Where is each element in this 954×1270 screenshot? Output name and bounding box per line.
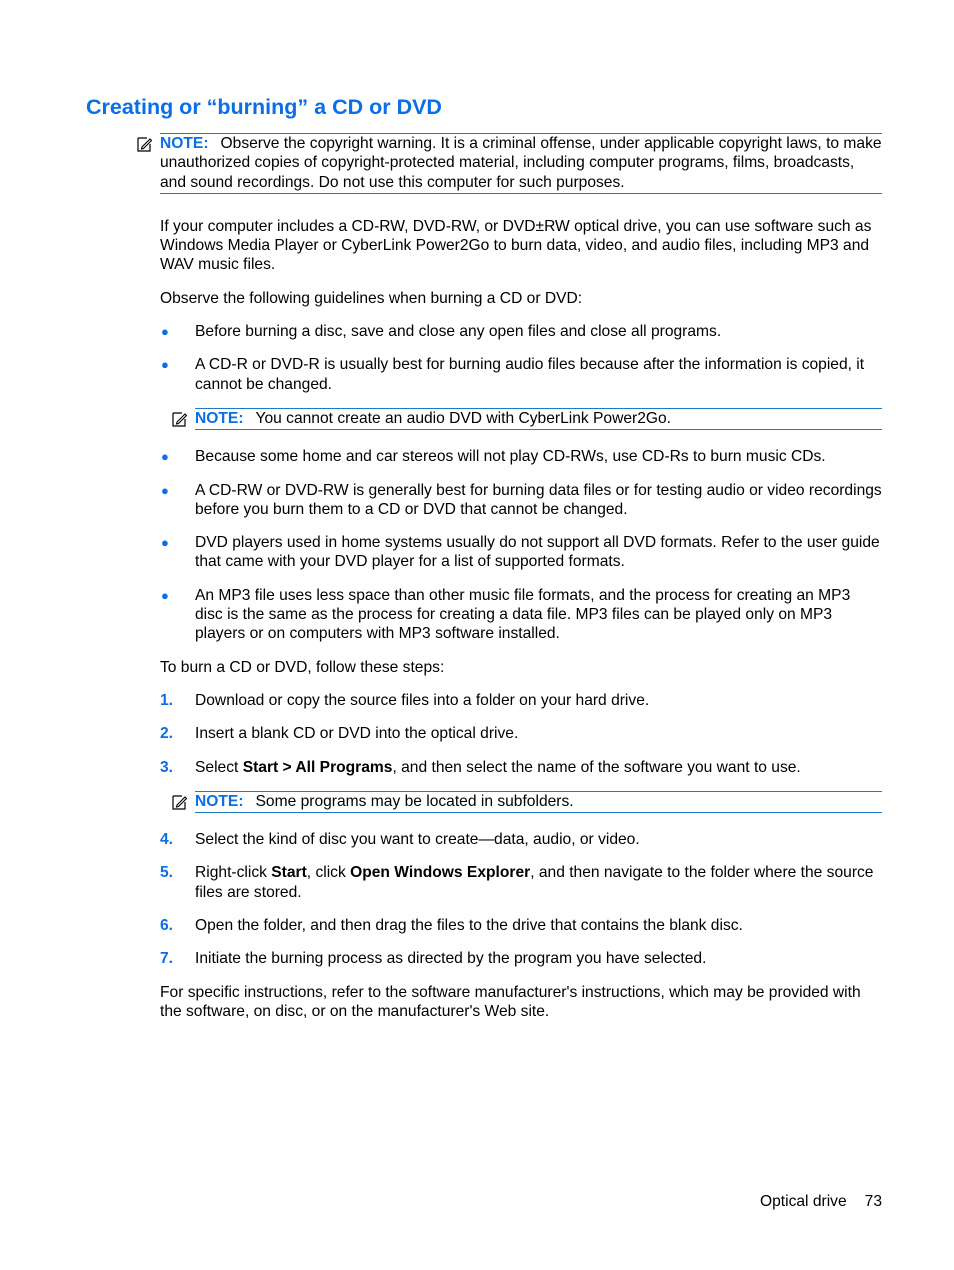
page-title: Creating or “burning” a CD or DVD: [86, 95, 442, 119]
guidelines-intro: Observe the following guidelines when burning a CD or DVD:: [160, 289, 583, 307]
step-text: Insert a blank CD or DVD into the optical drive.: [195, 725, 519, 743]
steps-intro: To burn a CD or DVD, follow these steps:: [160, 658, 445, 676]
list-item: [160, 322, 882, 341]
page-number: 73: [864, 1193, 882, 1210]
bullet-dot: ●: [161, 535, 169, 551]
step-number: 1.: [160, 691, 174, 709]
power2go-note: [195, 408, 882, 430]
step-number: 5.: [160, 864, 174, 882]
closing-paragraph: For specific instructions, refer to the software manufacturer's instructions, which may be provided with the software, on disc, or on the manufacturer's Web site.: [160, 983, 861, 1020]
step-text: Initiate the burning process as directed by the program you have selected.: [195, 950, 707, 968]
guidelines-list: [160, 322, 882, 644]
note-label: NOTE:: [160, 135, 209, 152]
step-text: Download or copy the source files into a folder on your hard drive.: [195, 691, 650, 709]
step-text-post: , and then select the name of the software you want to use.: [392, 758, 801, 776]
list-item: [160, 533, 882, 572]
list-item: [160, 447, 882, 466]
step-item: [160, 724, 882, 743]
step-text-pre: Select: [195, 758, 243, 776]
step-number: 3.: [160, 758, 174, 776]
bullet-dot: ●: [161, 357, 169, 373]
note-pencil-icon: [136, 136, 153, 153]
copyright-note: [160, 133, 882, 194]
step-item: [160, 691, 882, 710]
bullet-dot: ●: [161, 482, 169, 498]
bullet-dot: ●: [161, 449, 169, 465]
note-text: Some programs may be located in subfolders.: [255, 792, 574, 810]
step-text-bold: Start: [271, 864, 307, 882]
step-number: 2.: [160, 725, 174, 743]
footer-section: Optical drive: [759, 1193, 847, 1210]
step-number: 4.: [160, 831, 174, 849]
bullet-dot: ●: [161, 587, 169, 603]
step-text-mid: , click: [306, 864, 351, 882]
step-text-bold: Open Windows Explorer: [350, 864, 531, 882]
note-label: NOTE:: [195, 792, 244, 810]
list-item-text: A CD-RW or DVD-RW is generally best for burning data files or for testing audio or video recordings before you burn them to a CD or DVD that cannot be changed.: [195, 481, 882, 518]
step-number: 7.: [160, 950, 174, 968]
note-pencil-icon: [171, 794, 188, 811]
step-text: Open the folder, and then drag the files to the drive that contains the blank disc.: [195, 917, 743, 935]
list-item-text: An MP3 file uses less space than other music file formats, and the process for creating an MP3 disc is the same as the process for creating a data file. MP3 files can be played only on MP3 players or on computers with MP3 software installed.: [195, 586, 851, 643]
list-item-text: Before burning a disc, save and close any open files and close all programs.: [195, 323, 722, 341]
step-text-pre: Right-click: [195, 864, 272, 882]
list-item: [160, 355, 882, 394]
note-label: NOTE:: [195, 409, 244, 427]
step-item: [160, 916, 882, 935]
list-item-text: DVD players used in home systems usually do not support all DVD formats. Refer to the user guide that came with your DVD player for a list of supported formats.: [195, 534, 880, 571]
note-text: You cannot create an audio DVD with CyberLink Power2Go.: [255, 409, 672, 427]
steps-list: [160, 691, 882, 969]
list-item: [160, 586, 882, 644]
step-item: [160, 949, 882, 968]
step-item: [160, 863, 882, 902]
page-footer: [760, 1192, 882, 1211]
note-text: Observe the copyright warning. It is a criminal offense, under applicable copyright laws, to make unauthorized copies of copyright-protected material, including computer programs, films, broadcasts, and sound recordings. Do not use this computer for such purposes.: [160, 135, 882, 191]
step-text-post: , and then navigate to the folder where the source files are stored.: [195, 864, 874, 901]
bullet-dot: ●: [161, 324, 169, 340]
step-text-bold: Start > All Programs: [242, 758, 393, 776]
note-pencil-icon: [171, 411, 188, 428]
list-item: [160, 481, 882, 520]
step-number: 6.: [160, 917, 174, 935]
subfolders-note: [195, 791, 882, 813]
content-body: [160, 133, 882, 1021]
list-item-text: A CD-R or DVD-R is usually best for burning audio files because after the information is copied, it cannot be changed.: [195, 356, 865, 393]
intro-paragraph: If your computer includes a CD-RW, DVD-RW, or DVD±RW optical drive, you can use software such as Windows Media Player or CyberLink Power2Go to burn data, video, and audio files, including MP3 and WAV music files.: [160, 217, 872, 274]
step-text: Select the kind of disc you want to create—data, audio, or video.: [195, 831, 640, 849]
step-item: [160, 830, 882, 849]
list-item-text: Because some home and car stereos will not play CD-RWs, use CD-Rs to burn music CDs.: [195, 448, 826, 466]
step-item: [160, 758, 882, 777]
